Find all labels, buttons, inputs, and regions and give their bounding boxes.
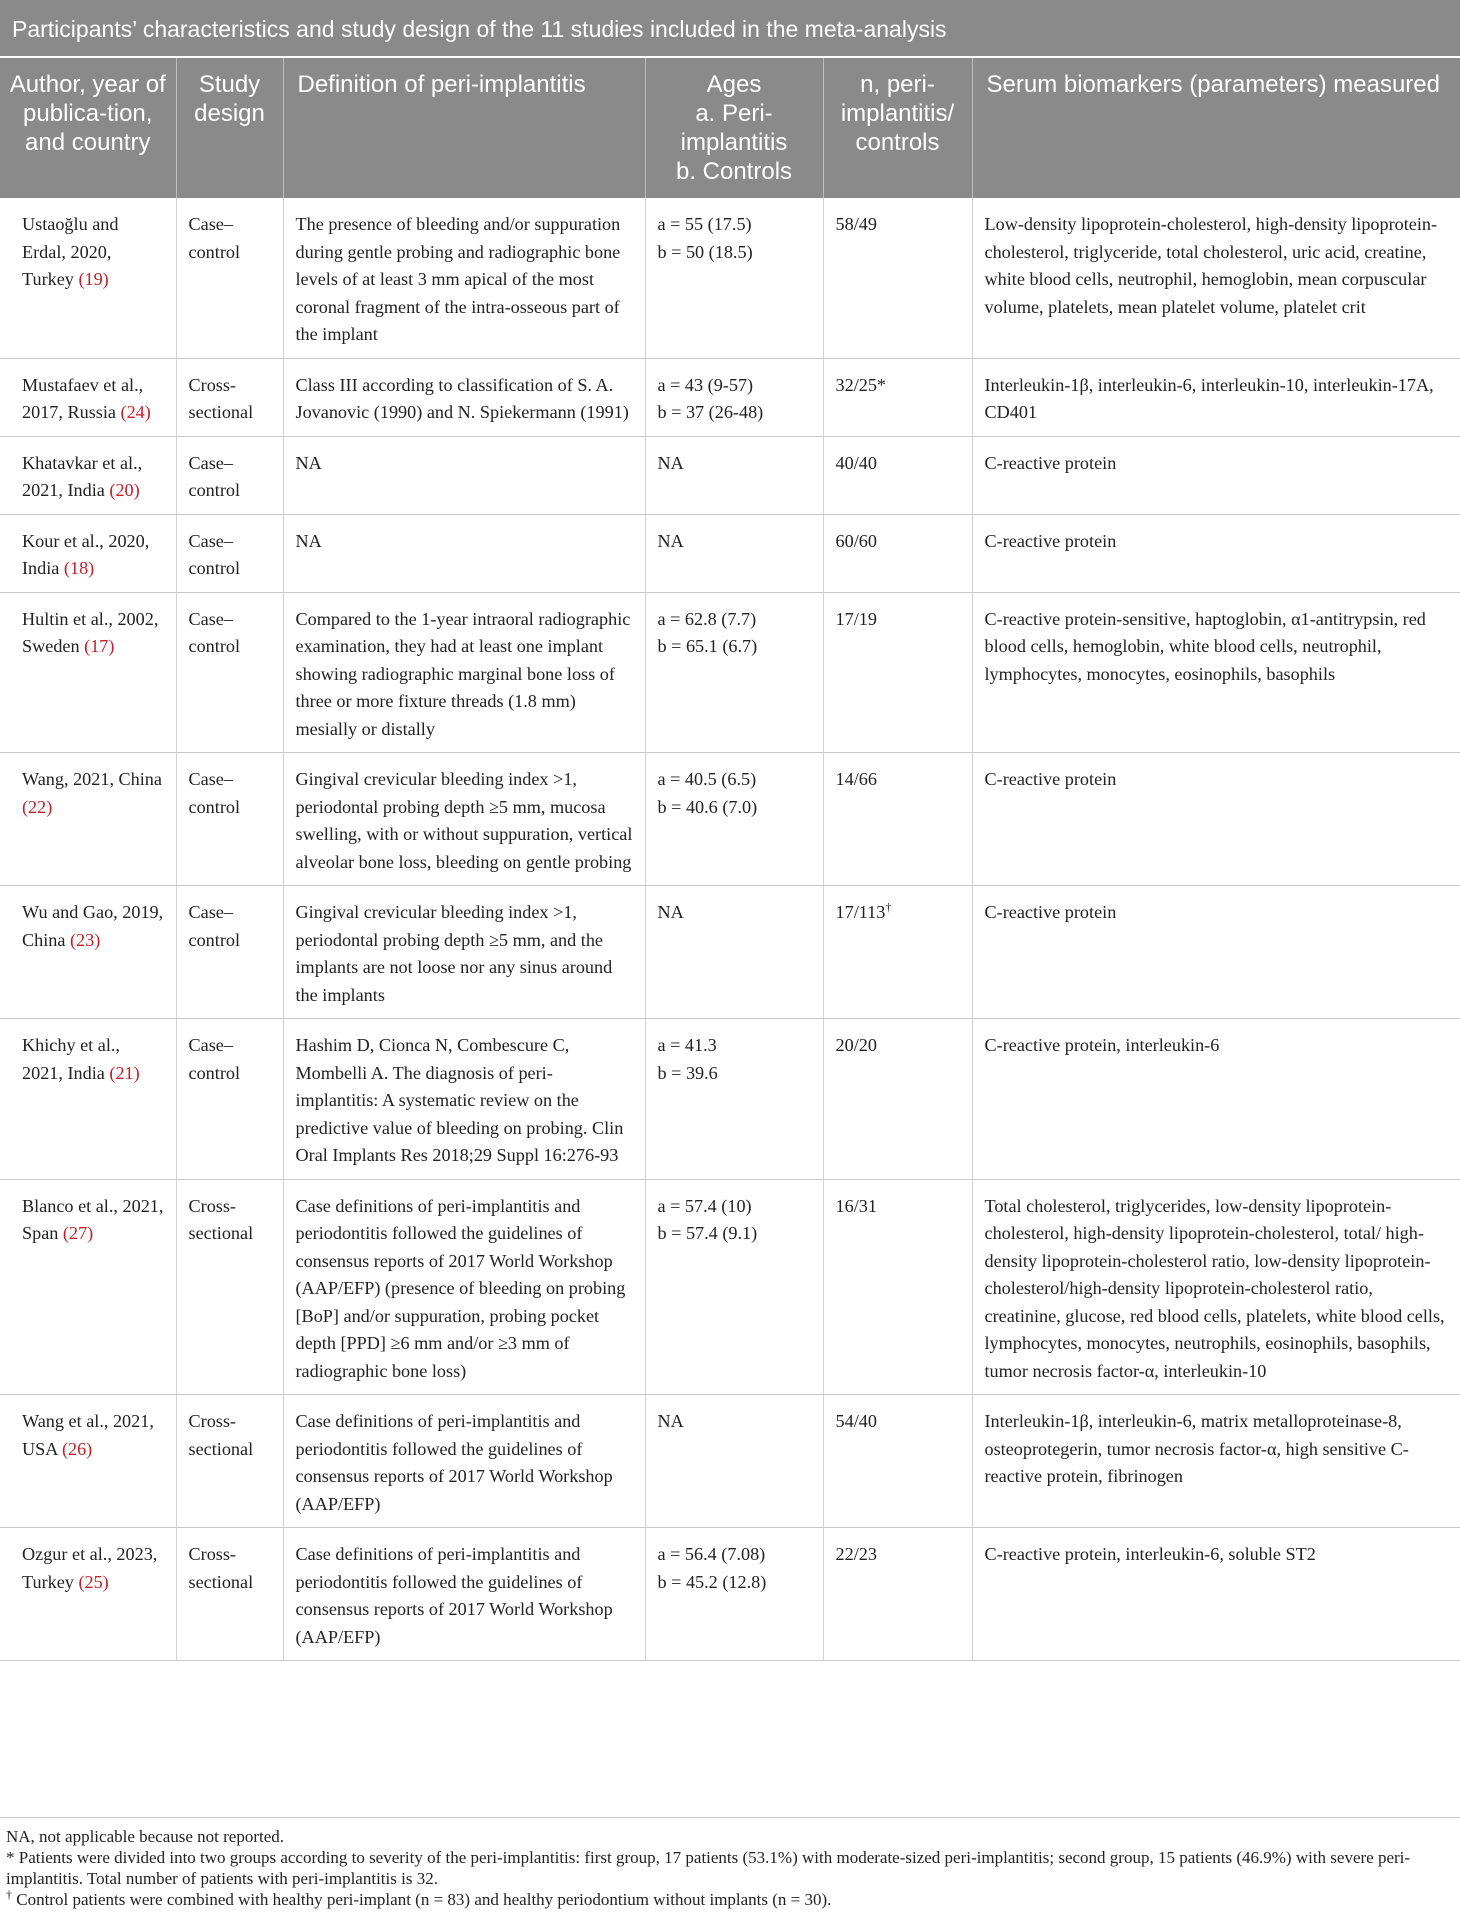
age-a: NA: [657, 530, 684, 551]
table-row: [0, 592, 1460, 753]
author-text: Mustafaev et al., 2017, Russia: [22, 374, 144, 422]
header-biomarkers: Serum biomarkers (parameters) measured: [972, 58, 1460, 198]
cell-design: Cross-sectional: [176, 1528, 283, 1661]
cell-ages: [645, 358, 823, 436]
table-row: [0, 1019, 1460, 1180]
n-value: 17/113: [835, 902, 886, 922]
cell-biomarkers: C-reactive protein, interleukin-6: [972, 1019, 1460, 1180]
header-ages-b: b. Controls: [675, 158, 793, 185]
cell-n: [823, 1395, 972, 1528]
header-definition: Definition of peri-implantitis: [283, 58, 645, 198]
cell-author: [0, 198, 176, 358]
cell-biomarkers: C-reactive protein, interleukin-6, soluble ST2: [972, 1528, 1460, 1661]
cell-ages: [645, 436, 823, 514]
age-b: b = 39.6: [657, 1062, 718, 1083]
cell-ages: [645, 753, 823, 886]
footnote-dagger: [6, 1889, 1454, 1910]
cell-n: [823, 1528, 972, 1661]
author-text: Khatavkar et al., 2021, India: [22, 452, 143, 500]
age-a: a = 57.4 (10): [657, 1195, 752, 1216]
age-a: a = 43 (9-57): [657, 374, 754, 395]
age-a: a = 56.4 (7.08): [657, 1544, 766, 1564]
cell-author: [0, 1528, 176, 1661]
cell-definition: NA: [283, 514, 645, 592]
reference-link: (17): [84, 636, 115, 656]
age-b: b = 65.1 (6.7): [657, 636, 758, 656]
cell-design: Case–control: [176, 1019, 283, 1180]
table-caption: Participants’ characteristics and study design of the 11 studies included in the meta-analysis: [0, 0, 1460, 58]
age-a: NA: [657, 902, 684, 922]
n-footnote-mark: †: [885, 899, 892, 914]
cell-biomarkers: C-reactive protein: [972, 514, 1460, 592]
cell-author: [0, 1179, 176, 1395]
author-text: Ozgur et al., 2023, Turkey: [22, 1544, 158, 1592]
cell-n: [823, 1019, 972, 1180]
cell-n: [823, 514, 972, 592]
cell-ages: [645, 1395, 823, 1528]
reference-link: (22): [22, 796, 53, 817]
age-a: a = 41.3: [657, 1035, 717, 1055]
author-text: Wang et al., 2021, USA: [22, 1411, 154, 1459]
cell-biomarkers: Interleukin-1β, interleukin-6, interleukin-10, interleukin-17A, CD401: [972, 358, 1460, 436]
cell-n: [823, 358, 972, 436]
author-text: Hultin et al., 2002, Sweden: [22, 608, 159, 656]
reference-link: (25): [78, 1571, 109, 1592]
cell-ages: [645, 514, 823, 592]
cell-biomarkers: Interleukin-1β, interleukin-6, matrix metalloproteinase-8, osteoprotegerin, tumor necrosis factor-α, high sensitive C-reactive protein, fibrinogen: [972, 1395, 1460, 1528]
cell-definition: Case definitions of peri-implantitis and periodontitis followed the guidelines of consensus reports of 2017 World Workshop (AAP/EFP): [283, 1395, 645, 1528]
reference-link: (19): [78, 269, 109, 289]
author-text: Kour et al., 2020, India: [22, 530, 150, 578]
n-value: 40/40: [835, 452, 877, 473]
age-b: b = 37 (26-48): [657, 402, 764, 422]
n-value: 17/19: [835, 608, 877, 629]
cell-n: [823, 198, 972, 358]
author-text: Blanco et al., 2021, Span: [22, 1195, 164, 1243]
table-row: [0, 198, 1460, 358]
cell-definition: Compared to the 1-year intraoral radiographic examination, they had at least one implant showing radiographic marginal bone loss of three or more fixture threads (1.8 mm) mesially or distally: [283, 592, 645, 753]
reference-link: (27): [62, 1223, 94, 1243]
cell-design: Case–control: [176, 514, 283, 592]
footnote-star: * Patients were divided into two groups according to severity of the peri-implantitis: first group, 17 patients (53.1%) with moderate-sized peri-implantitis; second group, 15 patients (46.9%) with severe peri-implantitis. Total number of patients with peri-implantitis is 32.: [6, 1848, 1411, 1888]
n-value: 16/31: [835, 1195, 877, 1216]
table-row: [0, 358, 1460, 436]
reference-link: (18): [63, 558, 95, 578]
cell-definition: NA: [283, 436, 645, 514]
table-row: [0, 1528, 1460, 1661]
cell-design: Case–control: [176, 436, 283, 514]
cell-ages: [645, 1019, 823, 1180]
cell-definition: Case definitions of peri-implantitis and periodontitis followed the guidelines of consensus reports of 2017 World Workshop (AAP/EFP): [283, 1528, 645, 1661]
footnote-na: NA, not applicable because not reported.: [6, 1827, 285, 1846]
age-a: a = 40.5 (6.5): [657, 769, 757, 789]
n-value: 60/60: [835, 530, 877, 551]
cell-author: [0, 886, 176, 1019]
cell-biomarkers: C-reactive protein: [972, 436, 1460, 514]
reference-link: (21): [109, 1062, 140, 1083]
cell-n: [823, 592, 972, 753]
studies-table: [0, 58, 1460, 1661]
cell-design: Cross-sectional: [176, 1395, 283, 1528]
author-text: Wang, 2021, China: [22, 769, 162, 789]
header-author: Author, year of publica-tion, and country: [0, 58, 176, 198]
footnote-dagger-mark: †: [6, 1887, 12, 1902]
cell-ages: [645, 1528, 823, 1661]
age-b: b = 40.6 (7.0): [657, 796, 758, 817]
cell-ages: [645, 592, 823, 753]
cell-definition: Gingival crevicular bleeding index >1, periodontal probing depth ≥5 mm, and the implants are not loose nor any sinus around the implants: [283, 886, 645, 1019]
n-value: 14/66: [835, 769, 877, 789]
n-value: 32/25*: [835, 374, 887, 395]
cell-design: Case–control: [176, 198, 283, 358]
age-b: b = 57.4 (9.1): [657, 1223, 758, 1243]
n-value: 58/49: [835, 214, 877, 234]
cell-n: [823, 886, 972, 1019]
cell-design: Case–control: [176, 753, 283, 886]
cell-design: Cross-sectional: [176, 358, 283, 436]
header-ages-title: Ages: [706, 71, 762, 98]
header-ages: [645, 58, 823, 198]
table-footnotes: [0, 1817, 1460, 1910]
cell-definition: Hashim D, Cionca N, Combescure C, Mombelli A. The diagnosis of peri-implantitis: A systematic review on the predictive value of bleeding on probing. Clin Oral Implants Res 2018;29 Suppl 16:276-93: [283, 1019, 645, 1180]
table-row: [0, 514, 1460, 592]
cell-definition: Class III according to classification of S. A. Jovanovic (1990) and N. Spiekermann (1991): [283, 358, 645, 436]
age-a: a = 62.8 (7.7): [657, 608, 757, 629]
cell-author: [0, 514, 176, 592]
cell-biomarkers: C-reactive protein: [972, 753, 1460, 886]
cell-author: [0, 436, 176, 514]
header-n: n, peri-implantitis/ controls: [823, 58, 972, 198]
author-text: Ustaoğlu and Erdal, 2020, Turkey: [22, 214, 119, 289]
cell-author: [0, 358, 176, 436]
table-row: [0, 1179, 1460, 1395]
cell-definition: Case definitions of peri-implantitis and periodontitis followed the guidelines of consensus reports of 2017 World Workshop (AAP/EFP) (presence of bleeding on probing [BoP] and/or suppuration, probing pocket depth [PPD] ≥6 mm and/or ≥3 mm of radiographic bone loss): [283, 1179, 645, 1395]
table-row: [0, 436, 1460, 514]
cell-author: [0, 753, 176, 886]
cell-biomarkers: C-reactive protein-sensitive, haptoglobin, α1-antitrypsin, red blood cells, hemoglobin, white blood cells, neutrophil, lymphocytes, monocytes, eosinophils, basophils: [972, 592, 1460, 753]
cell-author: [0, 1019, 176, 1180]
cell-n: [823, 436, 972, 514]
cell-design: Cross-sectional: [176, 1179, 283, 1395]
cell-ages: [645, 886, 823, 1019]
table-row: [0, 753, 1460, 886]
footnote-dagger-text: Control patients were combined with healthy peri-implant (n = 83) and healthy periodontium without implants (n = 30).: [12, 1890, 832, 1909]
cell-n: [823, 1179, 972, 1395]
table-body: [0, 198, 1460, 1661]
cell-biomarkers: Total cholesterol, triglycerides, low-density lipoprotein-cholesterol, high-density lipoprotein-cholesterol, total/ high-density lipoprotein-cholesterol ratio, low-density lipoprotein-cholesterol/high-density lipoprotein-cholesterol ratio, creatinine, glucose, red blood cells, platelets, white blood cells, lymphocytes, monocytes, neutrophils, eosinophils, basophils, tumor necrosis factor-α, interleukin-10: [972, 1179, 1460, 1395]
cell-definition: Gingival crevicular bleeding index >1, periodontal probing depth ≥5 mm, mucosa swelling, with or without suppuration, vertical alveolar bone loss, bleeding on gentle probing: [283, 753, 645, 886]
n-value: 20/20: [835, 1035, 877, 1055]
cell-author: [0, 1395, 176, 1528]
age-a: a = 55 (17.5): [657, 214, 752, 234]
reference-link: (24): [120, 402, 151, 422]
cell-ages: [645, 1179, 823, 1395]
cell-design: Case–control: [176, 592, 283, 753]
cell-definition: The presence of bleeding and/or suppuration during gentle probing and radiographic bone levels of at least 3 mm apical of the most coronal fragment of the intra-osseous part of the implant: [283, 198, 645, 358]
table-row: [0, 1395, 1460, 1528]
age-b: b = 45.2 (12.8): [657, 1571, 767, 1592]
n-value: 54/40: [835, 1411, 877, 1431]
reference-link: (26): [61, 1438, 93, 1459]
reference-link: (20): [109, 480, 140, 500]
table-row: [0, 886, 1460, 1019]
author-text: Khichy et al., 2021, India: [22, 1035, 120, 1083]
header-ages-a: a. Peri-implantitis: [680, 100, 788, 156]
author-text: Wu and Gao, 2019, China: [22, 902, 164, 950]
cell-biomarkers: C-reactive protein: [972, 886, 1460, 1019]
header-design: Study design: [176, 58, 283, 198]
cell-design: Case–control: [176, 886, 283, 1019]
n-value: 22/23: [835, 1544, 877, 1564]
age-a: NA: [657, 1411, 684, 1431]
cell-biomarkers: Low-density lipoprotein-cholesterol, high-density lipoprotein-cholesterol, triglyceride, total cholesterol, uric acid, creatine, white blood cells, neutrophil, hemoglobin, mean corpuscular volume, platelets, mean platelet volume, platelet crit: [972, 198, 1460, 358]
cell-ages: [645, 198, 823, 358]
age-b: b = 50 (18.5): [657, 241, 753, 262]
cell-n: [823, 753, 972, 886]
age-a: NA: [657, 452, 684, 473]
header-row: [0, 58, 1460, 198]
reference-link: (23): [70, 929, 101, 950]
cell-author: [0, 592, 176, 753]
